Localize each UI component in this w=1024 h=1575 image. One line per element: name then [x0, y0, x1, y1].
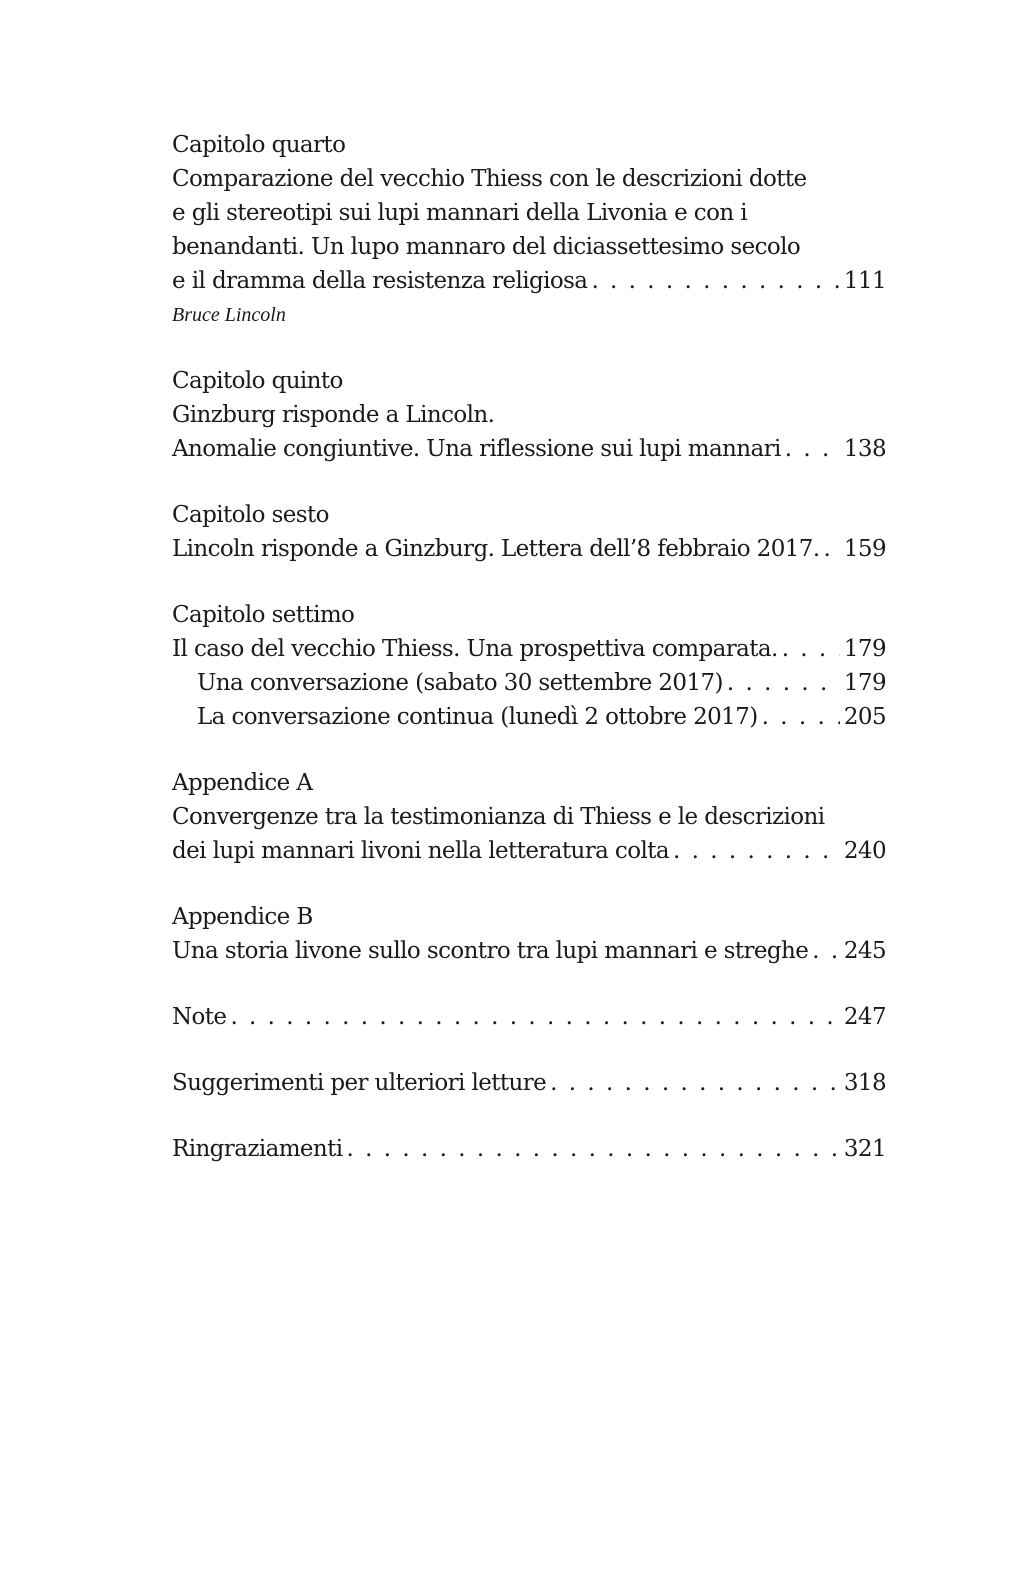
entry-title-line: dei lupi mannari livoni nella letteratura colta	[172, 838, 669, 864]
toc-entry-appendix-a	[172, 766, 886, 868]
entry-title-line: Ringraziamenti	[172, 1136, 343, 1162]
entry-leader-line	[172, 934, 886, 968]
entry-title-line: Comparazione del vecchio Thiess con le descrizioni dotte	[172, 166, 807, 192]
entry-title-line: Il caso del vecchio Thiess. Una prospettiva comparata.	[172, 636, 778, 662]
page-number: 247	[843, 1004, 886, 1030]
dot-leader	[762, 700, 840, 734]
subentry-title: La conversazione continua (lunedì 2 ottobre 2017)	[197, 704, 758, 730]
entry-leader-line	[172, 264, 886, 298]
entry-leader-line	[172, 834, 886, 868]
dot-leader	[782, 632, 840, 666]
toc-subentry	[172, 666, 886, 700]
entry-title-line: Una storia livone sullo scontro tra lupi mannari e streghe	[172, 938, 809, 964]
page-number: 245	[843, 938, 886, 964]
dot-leader	[785, 432, 840, 466]
page-number: 205	[843, 704, 886, 730]
page-number: 240	[843, 838, 886, 864]
entry-heading: Capitolo quarto	[172, 132, 346, 158]
toc-subentry	[172, 700, 886, 734]
entry-heading: Appendice A	[172, 770, 313, 796]
toc-entry-chapter-5	[172, 364, 886, 466]
toc-entry-further-reading	[172, 1066, 886, 1100]
dot-leader	[550, 1066, 840, 1100]
dot-leader	[591, 264, 839, 298]
entry-leader-line	[172, 532, 886, 566]
entry-leader-line	[172, 432, 886, 466]
entry-title-line: Note	[172, 1004, 227, 1030]
toc-entry-chapter-7	[172, 598, 886, 734]
page-number: 138	[843, 436, 886, 462]
entry-heading: Capitolo quinto	[172, 368, 343, 394]
entry-title-line: e il dramma della resistenza religiosa	[172, 268, 588, 294]
toc-entry-chapter-4	[172, 128, 886, 332]
page-number: 318	[843, 1070, 886, 1096]
entry-heading: Appendice B	[172, 904, 313, 930]
subentry-title: Una conversazione (sabato 30 settembre 2017)	[197, 670, 723, 696]
toc-entry-notes	[172, 1000, 886, 1034]
toc-entry-appendix-b	[172, 900, 886, 968]
dot-leader	[727, 666, 840, 700]
dot-leader	[230, 1000, 839, 1034]
entry-heading: Capitolo settimo	[172, 602, 355, 628]
entry-title-line: Convergenze tra la testimonianza di Thiess e le descrizioni	[172, 804, 825, 830]
toc-entry-chapter-6	[172, 498, 886, 566]
entry-leader-line	[172, 632, 886, 666]
entry-leader-line	[172, 1066, 886, 1100]
entry-title-line: Ginzburg risponde a Lincoln.	[172, 402, 495, 428]
toc-entry-acknowledgements	[172, 1132, 886, 1166]
page-number: 159	[843, 536, 886, 562]
entry-title-line: Suggerimenti per ulteriori letture	[172, 1070, 547, 1096]
entry-title-line: e gli stereotipi sui lupi mannari della Livonia e con i	[172, 200, 747, 226]
entry-title-line: Lincoln risponde a Ginzburg. Lettera dell’8 febbraio 2017.	[172, 536, 820, 562]
page-number: 321	[843, 1136, 886, 1162]
dot-leader	[824, 532, 840, 566]
page-number: 179	[843, 636, 886, 662]
table-of-contents	[172, 128, 886, 1166]
dot-leader	[347, 1132, 840, 1166]
entry-title-line: Anomalie congiuntive. Una riflessione sui lupi mannari	[172, 436, 781, 462]
entry-heading: Capitolo sesto	[172, 502, 329, 528]
page-number: 179	[843, 670, 886, 696]
entry-leader-line	[172, 1000, 886, 1034]
entry-leader-line	[172, 1132, 886, 1166]
entry-title-line: benandanti. Un lupo mannaro del diciassettesimo secolo	[172, 234, 801, 260]
dot-leader	[812, 934, 840, 968]
page-number: 111	[843, 268, 886, 294]
dot-leader	[673, 834, 840, 868]
entry-author: Bruce Lincoln	[172, 304, 286, 326]
